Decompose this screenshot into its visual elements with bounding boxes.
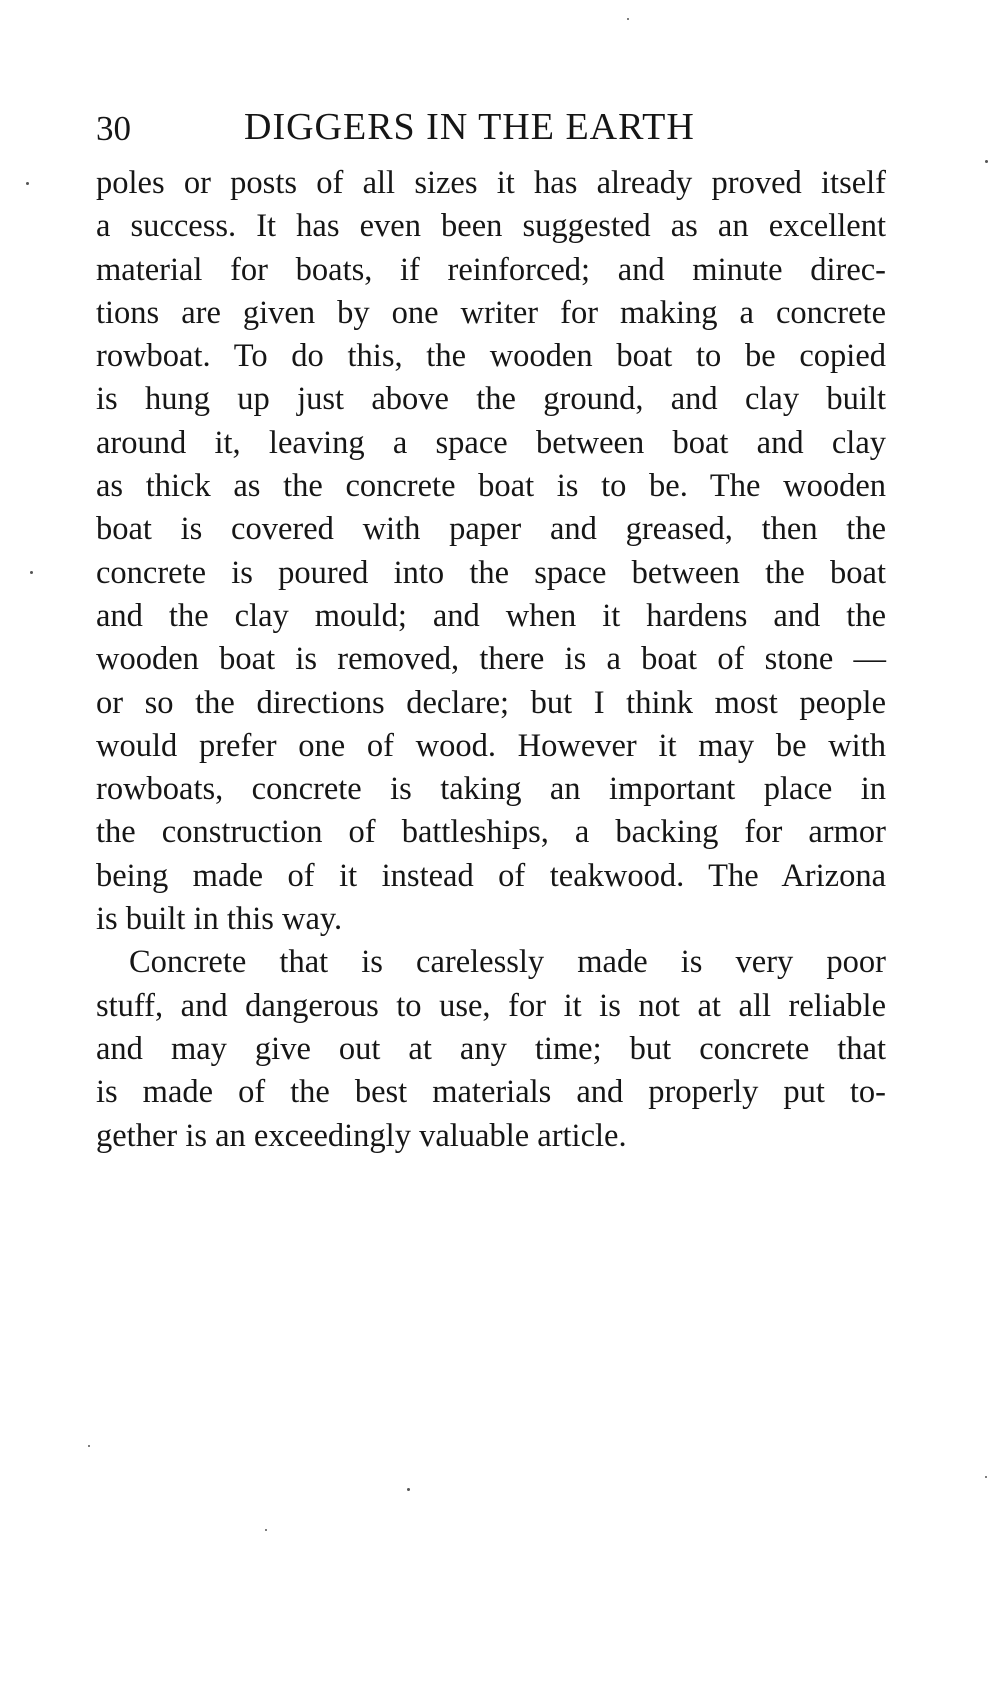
text-line: tions are given by one writer for making a concrete xyxy=(96,294,886,331)
text-line: Concrete that is carelessly made is very poor xyxy=(129,944,886,981)
paragraph-1 xyxy=(96,162,886,941)
scan-speck xyxy=(985,1476,987,1478)
text-line: a success. It has even been suggested as an excellent xyxy=(96,208,886,245)
text-line: would prefer one of wood. However it may be with xyxy=(96,727,886,764)
text-line: rowboat. To do this, the wooden boat to be copied xyxy=(96,338,886,375)
scan-speck xyxy=(265,1529,267,1531)
text-line: material for boats, if reinforced; and minute direc- xyxy=(96,251,886,288)
scan-speck xyxy=(88,1445,90,1447)
text-line: rowboats, concrete is taking an important place in xyxy=(96,771,886,808)
body-text xyxy=(96,162,886,1158)
text-line: is built in this way. xyxy=(96,901,343,938)
text-line: and may give out at any time; but concrete that xyxy=(96,1030,886,1067)
text-line: is made of the best materials and properly put to- xyxy=(96,1074,886,1111)
running-head xyxy=(96,103,856,151)
text-line: or so the directions declare; but I think most people xyxy=(96,684,886,721)
text-line: around it, leaving a space between boat and clay xyxy=(96,424,886,461)
scan-speck xyxy=(627,18,629,20)
scan-speck xyxy=(985,160,988,163)
text-line: gether is an exceedingly valuable article. xyxy=(96,1117,627,1154)
text-line: as thick as the concrete boat is to be. The wooden xyxy=(96,468,886,505)
text-line: being made of it instead of teakwood. The Arizona xyxy=(96,857,886,894)
page-number: 30 xyxy=(96,109,131,148)
text-line: boat is covered with paper and greased, then the xyxy=(96,511,886,548)
text-line: the construction of battleships, a backing for armor xyxy=(96,814,886,851)
running-title: DIGGERS IN THE EARTH xyxy=(244,106,695,148)
text-line: wooden boat is removed, there is a boat of stone — xyxy=(96,641,886,678)
paragraph-2 xyxy=(96,941,886,1157)
scan-speck xyxy=(30,571,33,574)
text-line: stuff, and dangerous to use, for it is not at all reliable xyxy=(96,987,886,1024)
text-line: concrete is poured into the space between the boat xyxy=(96,554,886,591)
text-line: is hung up just above the ground, and clay built xyxy=(96,381,886,418)
scan-speck xyxy=(407,1488,410,1491)
text-line: and the clay mould; and when it hardens and the xyxy=(96,597,886,634)
text-line: poles or posts of all sizes it has already proved itself xyxy=(96,165,886,201)
scan-speck xyxy=(26,182,29,185)
